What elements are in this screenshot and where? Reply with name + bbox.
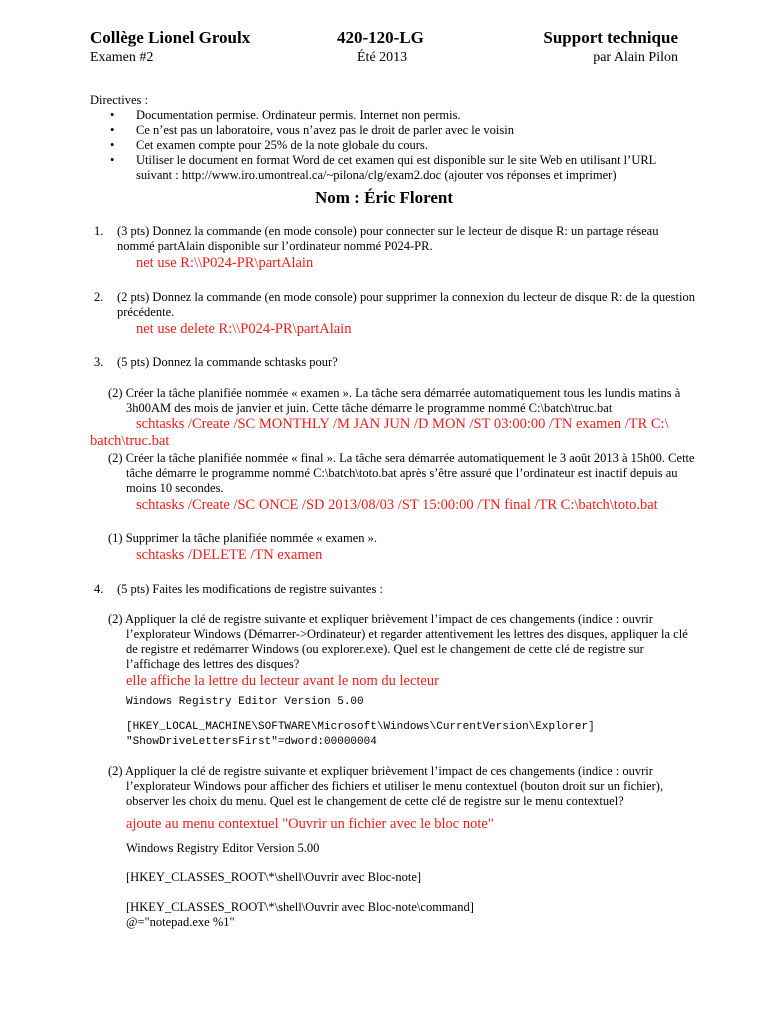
subquestion-text: moins 10 secondes.: [126, 481, 224, 495]
directive-item: • Documentation permise. Ordinateur permis. Internet non permis.: [90, 108, 656, 123]
question-number: 3.: [94, 355, 104, 369]
exam-number: Examen #2: [90, 50, 154, 65]
subquestion-text: 3h00AM des mois de janvier et juin. Cette tâche démarre le programme nommé C:\batch\truc.bat: [126, 401, 613, 415]
registry-text: [HKEY_LOCAL_MACHINE\SOFTWARE\Microsoft\Windows\CurrentVersion\Explorer]: [126, 721, 595, 733]
subquestion-text: (2) Appliquer la clé de registre suivante et expliquer brièvement l’impact de ces changements (indice : ouvrir: [108, 612, 653, 626]
author: par Alain Pilon: [593, 50, 678, 65]
subquestion-text: l’explorateur Windows (Démarrer->Ordinateur) et regarder attentivement les lettres des disques, appliquer la clé: [126, 627, 688, 641]
question-text: (5 pts) Faites les modifications de registre suivantes :: [117, 582, 383, 596]
subquestion-text: (2) Appliquer la clé de registre suivante et expliquer brièvement l’impact de ces changements (indice : ouvrir: [108, 764, 653, 778]
directives-list: [90, 108, 656, 168]
registry-text: Windows Registry Editor Version 5.00: [126, 841, 320, 855]
registry-text: [HKEY_CLASSES_ROOT\*\shell\Ouvrir avec Bloc-note\command]: [126, 900, 474, 914]
question-text: (2 pts) Donnez la commande (en mode console) pour supprimer la connexion du lecteur de disque R: de la question: [117, 290, 695, 304]
college-name: Collège Lionel Groulx: [90, 28, 251, 47]
registry-text: Windows Registry Editor Version 5.00: [126, 696, 364, 708]
subquestion-text: (2) Créer la tâche planifiée nommée « final ». La tâche sera démarrée automatiquement le 3 août 2013 à 15h00. Cette: [108, 451, 695, 465]
directive-item: • Utiliser le document en format Word de cet examen qui est disponible sur le site Web en utilisant l’URL: [90, 153, 656, 168]
department: Support technique: [543, 28, 678, 47]
registry-text: "ShowDriveLettersFirst"=dword:00000004: [126, 736, 377, 748]
subquestion-text: de registre et redémarrer Windows (ou explorer.exe). Quel est le changement de cette clé de registre sur: [126, 642, 644, 656]
subquestion-text: l’affichage des lettres des disques?: [126, 657, 300, 671]
answer-text: net use delete R:\\P024-PR\partAlain: [136, 321, 352, 337]
subquestion-text: tâche démarre le programme nommé C:\batch\toto.bat après s’être assuré que l’ordinateur est inactif depuis au: [126, 466, 678, 480]
question-number: 4.: [94, 582, 104, 596]
course-code: 420-120-LG: [337, 28, 424, 47]
subquestion-text: (1) Supprimer la tâche planifiée nommée « examen ».: [108, 531, 377, 545]
answer-text: net use R:\\P024-PR\partAlain: [136, 255, 314, 271]
question-text: (5 pts) Donnez la commande schtasks pour?: [117, 355, 338, 369]
question-text: nommé partAlain disponible sur l’ordinateur nommé P024-PR.: [117, 239, 433, 253]
registry-text: @="notepad.exe %1": [126, 915, 235, 929]
directive-url-line: suivant : http://www.iro.umontreal.ca/~pilona/clg/exam2.doc (ajouter vos réponses et imprimer): [136, 168, 617, 182]
subquestion-text: l’explorateur Windows pour afficher des fichiers et utiliser le menu contextuel (bouton droit sur un fichier),: [126, 779, 664, 793]
student-name: Nom : Éric Florent: [314, 188, 453, 207]
question-number: 2.: [94, 290, 104, 304]
directive-item: • Ce n’est pas un laboratoire, vous n’avez pas le droit de parler avec le voisin: [90, 123, 656, 138]
question-text: (3 pts) Donnez la commande (en mode console) pour connecter sur le lecteur de disque R: un partage réseau: [117, 224, 659, 238]
answer-text: elle affiche la lettre du lecteur avant le nom du lecteur: [126, 673, 439, 689]
question-number: 1.: [94, 224, 104, 238]
answer-text: schtasks /DELETE /TN examen: [136, 547, 323, 563]
registry-text: [HKEY_CLASSES_ROOT\*\shell\Ouvrir avec Bloc-note]: [126, 870, 422, 884]
subquestion-text: (2) Créer la tâche planifiée nommée « examen ». La tâche sera démarrée automatiquement tous les lundis matins à: [108, 386, 681, 400]
answer-text: schtasks /Create /SC ONCE /SD 2013/08/03 /ST 15:00:00 /TN final /TR C:\batch\toto.bat: [136, 497, 658, 513]
answer-text: batch\truc.bat: [90, 433, 170, 449]
directives-title: Directives :: [90, 93, 148, 107]
term: Été 2013: [357, 50, 408, 65]
answer-text: schtasks /Create /SC MONTHLY /M JAN JUN /D MON /ST 03:00:00 /TN examen /TR C:\: [136, 416, 669, 432]
answer-text: ajoute au menu contextuel "Ouvrir un fichier avec le bloc note": [126, 816, 494, 832]
subquestion-text: observer les choix du menu. Quel est le changement de cette clé de registre sur le menu contextuel?: [126, 794, 624, 808]
directive-item: • Cet examen compte pour 25% de la note globale du cours.: [90, 138, 656, 153]
question-text: précédente.: [117, 305, 175, 319]
